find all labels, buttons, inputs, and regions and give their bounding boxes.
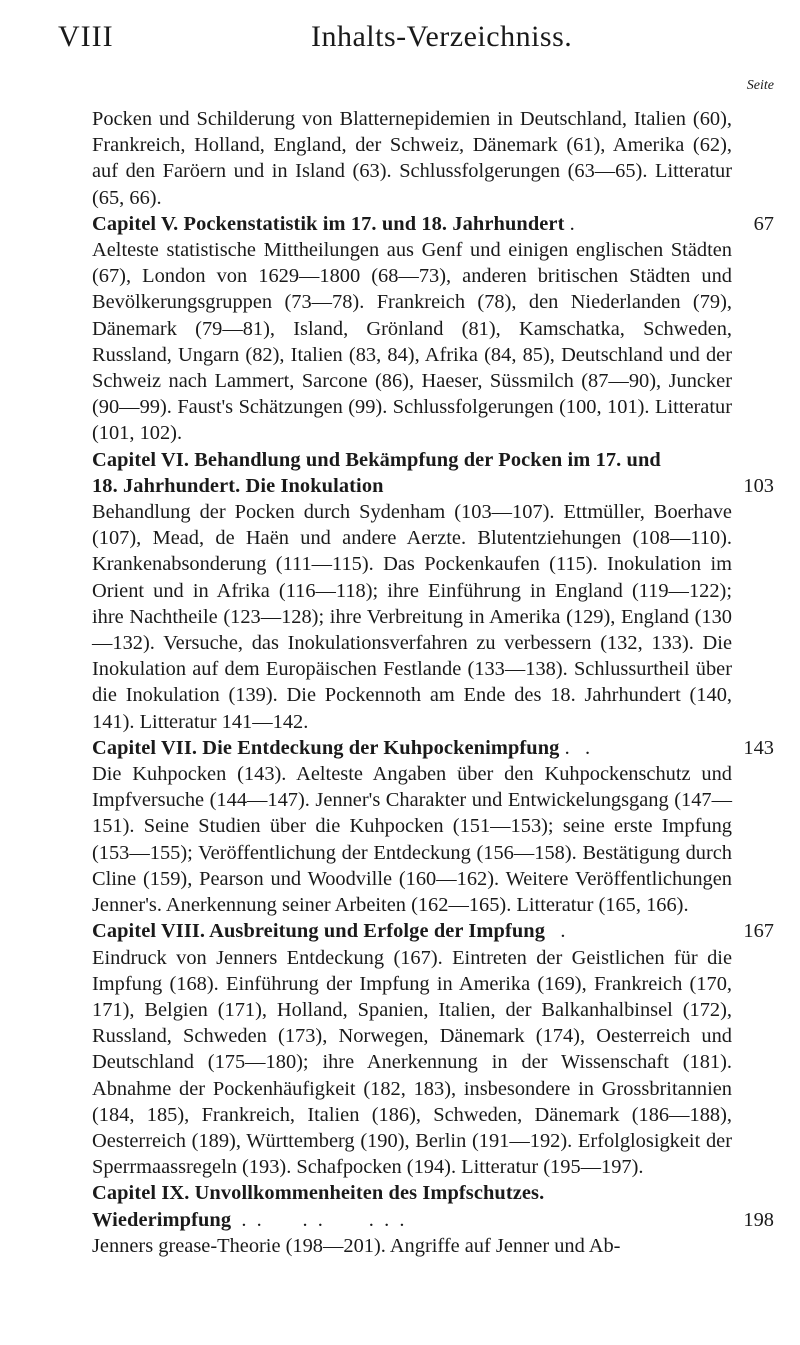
leader-dots: . .: [559, 736, 591, 759]
chapter-summary: Aelteste statistische Mittheilungen aus Genf und einigen englischen Städten (67), London von 1629—1800 (68—73), anderen britischen Städten und Bevölkerungsgruppen (73—78). Frankreich (78), den Niederlanden (79), Dänemark (79—81), Island, Grönland (81), Kamschatka, Schweden, Russland, Ungarn (82), Italien (83, 84), Afrika (84, 85), Deutschland und der Schweiz nach Lammert, Sarcone (86), Haeser, Süssmilch (87—90), Juncker (90—99). Faust's Schätzungen (99). Schlussfolgerungen (100, 101). Litteratur (101, 102).: [92, 239, 732, 445]
chapter-title: Capitel V. Pockenstatistik im 17. und 18. Jahrhundert: [92, 212, 565, 235]
chapter-summary: Die Kuhpocken (143). Aelteste Angaben über den Kuhpockenschutz und Impfversuche (144—147). Jenner's Charakter und Entwickelungsgang (147—151). Seine Studien über die Kuhpocken (151—153); seine erste Impfung (153—155); Veröffentlichung der Entdeckung (156—158). Bestätigung durch Cline (159), Pearson und Woodville (160—162). Weitere Veröffentlichungen Jenner's. Anerkennung seiner Arbeiten (162—165). Litteratur (165, 166).: [92, 763, 732, 917]
leader-dots: . . . . . . .: [231, 1208, 405, 1231]
chapter-summary: Jenners grease-Theorie (198—201). Angriffe auf Jenner und Ab-: [92, 1234, 621, 1257]
chapter-page-number: 103: [743, 474, 774, 497]
chapter-page-number: 198: [743, 1208, 774, 1231]
chapter-heading: [92, 447, 774, 499]
chapter-title: Capitel IX. Unvollkommenheiten des Impfschutzes. Wiederimpfung: [92, 1182, 545, 1231]
chapter-title: Capitel VIII. Ausbreitung und Erfolge der Impfung: [92, 920, 546, 943]
chapter-title: Capitel VI. Behandlung und Bekämpfung der Pocken im 17. und 18. Jahrhundert. Die Inokulation: [92, 448, 661, 497]
chapter-summary: Pocken und Schilderung von Blatternepidemien in Deutschland, Italien (60), Frankreich, Holland, England, der Schweiz, Dänemark (61), Amerika (62), auf den Faröern und in Island (63). Schlussfolgerungen (63—65). Litteratur (65, 66).: [92, 108, 732, 209]
chapter-heading: [92, 1180, 774, 1232]
page-number: VIII: [58, 20, 114, 53]
page-column-label: Seite: [746, 78, 774, 93]
page-header: [56, 0, 774, 93]
chapter-page-number: 167: [743, 920, 774, 943]
chapter-heading: [92, 211, 774, 237]
leader-dots: .: [545, 920, 566, 943]
chapter-page-number: 143: [743, 736, 774, 759]
chapter-summary: Behandlung der Pocken durch Sydenham (103—107). Ettmüller, Boerhave (107), Mead, de Haën und andere Aerzte. Blutentziehungen (108—110). Krankenabsonderung (111—115). Das Pockenkaufen (115). Inokulation im Orient und in Afrika (116—118); ihre Einführung in England (119—122); ihre Nachtheile (123—128); ihre Verbreitung in Amerika (129), England (130—132). Versuche, das Inokulationsverfahren zu verbessern (132, 133). Die Inokulation auf dem Europäischen Festlande (133—138). Schlussurtheil über die Inokulation (139). Die Pockennoth am Ende des 18. Jahrhundert (140, 141). Litteratur 141—142.: [92, 501, 732, 733]
chapter-heading: [92, 735, 774, 761]
chapter-page-number: 67: [753, 212, 774, 235]
leader-dots: .: [564, 212, 575, 235]
chapter-summary: Eindruck von Jenners Entdeckung (167). Eintreten der Geistlichen für die Impfung (168). Einführung der Impfung in Amerika (169), Frankreich (170, 171), Belgien (171), Holland, Spanien, Italien, der Balkanhalbinsel (172), Russland, Schweden (173), Norwegen, Dänemark (174), Oesterreich und Deutschland (175—180); ihre Anerkennung in der Wissenschaft (181). Abnahme der Pockenhäufigkeit (182, 183), insbesondere in Grossbritannien (184, 185), Frankreich, Italien (186), Schweden, Dänemark (186—188), Oesterreich (189), Württemberg (190), Berlin (191—192). Erfolglosigkeit der Sperrmaassregeln (193). Schafpocken (194). Litteratur (195—197).: [92, 946, 732, 1179]
running-title: Inhalts-Verzeichniss.: [311, 20, 573, 53]
chapter-title: Capitel VII. Die Entdeckung der Kuhpockenimpfung: [92, 736, 560, 759]
chapter-heading: [92, 918, 774, 944]
